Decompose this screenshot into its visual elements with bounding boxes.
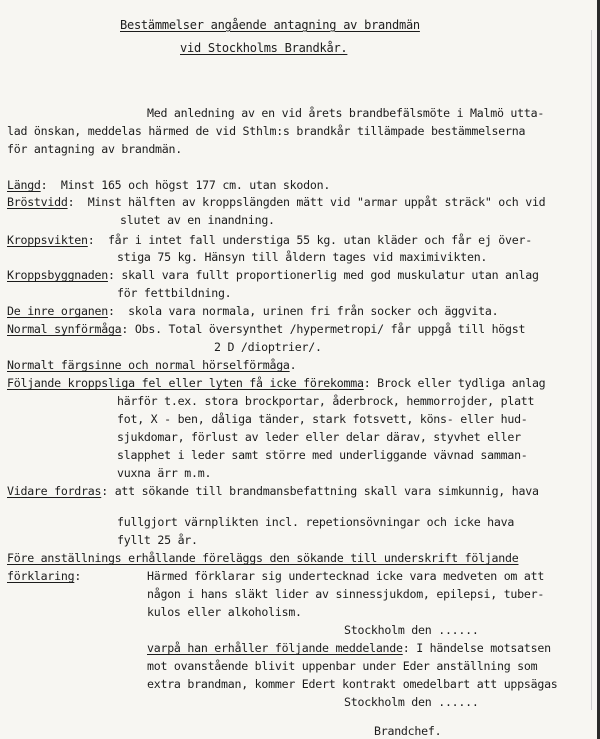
rule-text-cont: vuxna ärr m.m. <box>117 466 212 480</box>
rule-text: : Minst hälften av kroppslängden mätt vid "armar uppåt sträck" och vid <box>67 195 546 209</box>
rule-text-cont: fullgjort värnplikten incl. repetionsövningar och icke hava <box>117 515 515 529</box>
title-line-2: vid Stockholms Brandkår. <box>180 41 348 55</box>
rule-text: : Obs. Total översynthet /hypermetropi/ får uppgå till högst <box>121 322 526 336</box>
rule-label: Bröstvidd <box>7 195 68 209</box>
rule-text-cont: slutet av en inandning. <box>120 213 275 227</box>
intro-line-2: lad önskan, meddelas härmed de vid Sthlm:s brandkår tillämpade bestämmelserna <box>7 124 526 138</box>
intro-line-1: Med anledning av en vid årets brandbefälsmöte i Malmö utta- <box>147 106 545 120</box>
notice-text: : I händelse motsatsen <box>402 641 551 655</box>
rule-kroppsvikten <box>7 233 532 248</box>
signature-title: Brandchef. <box>374 724 442 738</box>
rule-label: Följande kroppsliga fel eller lyten få icke förekomma <box>7 376 364 390</box>
rule-label: Längd <box>7 178 41 192</box>
declaration-heading: Före anställnings erhållande föreläggs den sökande till underskrift följande <box>7 551 519 565</box>
rule-text-cont: sjukdomar, förlust av leder eller delar därav, styvhet eller <box>117 430 521 444</box>
rule-organen <box>7 304 498 319</box>
rule-text: : Minst 165 och högst 177 cm. utan skodon. <box>40 178 331 192</box>
rule-label: De inre organen <box>7 304 108 318</box>
rule-text-cont: 2 D /dioptrier/. <box>214 340 322 354</box>
rule-text-cont: fyllt 25 år. <box>117 533 198 547</box>
rule-label: Kroppsvikten <box>7 233 88 247</box>
rule-synformaga <box>7 322 525 337</box>
scan-fold-line <box>591 30 592 710</box>
rule-text-cont: för fettbildning. <box>117 286 232 300</box>
rule-text-cont: härför t.ex. stora brockportar, åderbrock, hemmorrojder, platt <box>117 394 535 408</box>
rule-text-cont: fot, X - ben, dåliga tänder, stark fotsvett, köns- eller hud- <box>117 412 528 426</box>
rule-colon: : <box>74 569 82 583</box>
notice-label: varpå han erhåller följande meddelande <box>147 641 403 655</box>
rule-label: Kroppsbyggnaden <box>7 268 108 282</box>
notice-text-cont: extra brandman, kommer Edert kontrakt omedelbart att uppsägas <box>147 677 558 691</box>
declaration-text: kulos eller alkoholism. <box>147 605 302 619</box>
rule-text: : Brock eller tydliga anlag <box>363 376 546 390</box>
declaration-text: någon i hans släkt lider av sinnessjukdom, epilepsi, tuber- <box>147 587 545 601</box>
rule-label: Vidare fordras <box>7 484 102 498</box>
signature-place-1: Stockholm den ...... <box>344 623 479 637</box>
title-line-1: Bestämmelser angående antagning av brandmän <box>120 18 420 32</box>
rule-text-cont: stiga 75 kg. Hänsyn till åldern tages vid maximivikten. <box>117 250 488 264</box>
rule-brostvidd <box>7 195 545 210</box>
rule-text-cont: slapphet i leder samt större med underliggande vävnad samman- <box>117 448 528 462</box>
rule-text: : skall vara fullt proportionerlig med god muskulatur utan anlag <box>107 268 539 282</box>
rule-kroppsliga <box>7 376 545 391</box>
rule-kroppsbyggnaden <box>7 268 539 283</box>
rule-text: : att sökande till brandmansbefattning skall vara simkunnig, hava <box>101 484 539 498</box>
rule-text: : får i intet fall understiga 55 kg. utan kläder och får ej över- <box>87 233 532 247</box>
notice-intro <box>147 641 551 656</box>
declaration-text: Härmed förklarar sig undertecknad icke vara medveten om att <box>147 569 545 583</box>
rule-vidare <box>7 484 539 499</box>
rule-text: : skola vara normala, urinen fri från socker och äggvita. <box>107 304 499 318</box>
intro-line-3: för antagning av brandmän. <box>7 142 182 156</box>
signature-place-2: Stockholm den ...... <box>344 695 479 709</box>
rule-langd <box>7 178 330 193</box>
declaration-label <box>7 569 81 584</box>
notice-text-cont: mot ovanstående blivit uppenbar under Eder anställning som <box>147 659 538 673</box>
rule-label: Normal synförmåga <box>7 322 122 336</box>
rule-label: Normalt färgsinne och normal hörselförmåga <box>7 358 290 372</box>
rule-fargsinne <box>7 358 296 373</box>
rule-text: . <box>289 358 297 372</box>
rule-label: förklaring <box>7 569 75 583</box>
